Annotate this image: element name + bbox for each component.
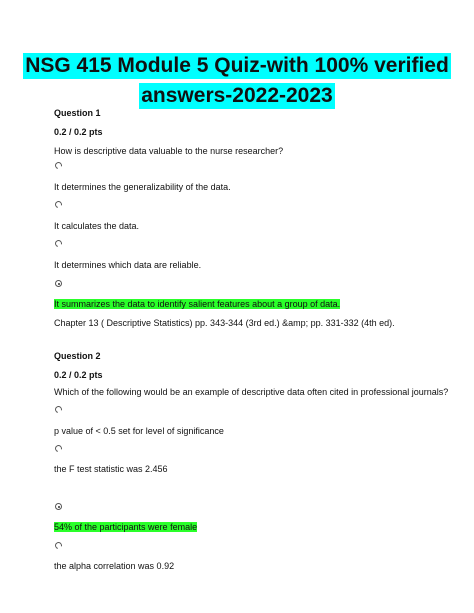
title-line-1: NSG 415 Module 5 Quiz-with 100% verified — [25, 54, 449, 77]
question-2-points: 0.2 / 0.2 pts — [54, 370, 103, 380]
question-1-reference: Chapter 13 ( Descriptive Statistics) pp. 343-344 (3rd ed.) &amp; pp. 331-332 (4th ed). — [54, 318, 395, 328]
q2-option-2-text: the F test statistic was 2.456 — [54, 464, 168, 474]
q2-option-3-radio-selected[interactable] — [55, 503, 62, 510]
question-1-prompt: How is descriptive data valuable to the nurse researcher? — [54, 146, 284, 156]
question-1-points: 0.2 / 0.2 pts — [54, 127, 103, 137]
q1-option-2-radio[interactable] — [54, 200, 64, 210]
q1-option-4-radio-selected[interactable] — [55, 280, 62, 287]
question-2-label: Question 2 — [54, 351, 101, 361]
q1-option-1-text: It determines the generalizability of the data. — [54, 182, 231, 192]
q1-correct-answer: It summarizes the data to identify salient features about a group of data. — [54, 299, 341, 309]
title-line-2: answers-2022-2023 — [141, 84, 333, 107]
q1-option-3-text: It determines which data are reliable. — [54, 260, 202, 270]
q2-option-4-text: the alpha correlation was 0.92 — [54, 561, 175, 571]
q1-option-1-radio[interactable] — [54, 161, 64, 171]
q1-option-3-radio[interactable] — [54, 239, 64, 249]
document-title — [0, 53, 474, 113]
question-1-label: Question 1 — [54, 108, 101, 118]
q2-option-2-radio[interactable] — [54, 444, 64, 454]
q2-option-4-radio[interactable] — [54, 541, 64, 551]
q2-correct-answer: 54% of the participants were female — [54, 522, 198, 532]
q2-option-1-text: p value of < 0.5 set for level of significance — [54, 426, 224, 436]
q2-option-1-radio[interactable] — [54, 405, 64, 415]
question-2-prompt: Which of the following would be an example of descriptive data often cited in professional journals? — [54, 387, 449, 397]
q1-option-2-text: It calculates the data. — [54, 221, 140, 231]
